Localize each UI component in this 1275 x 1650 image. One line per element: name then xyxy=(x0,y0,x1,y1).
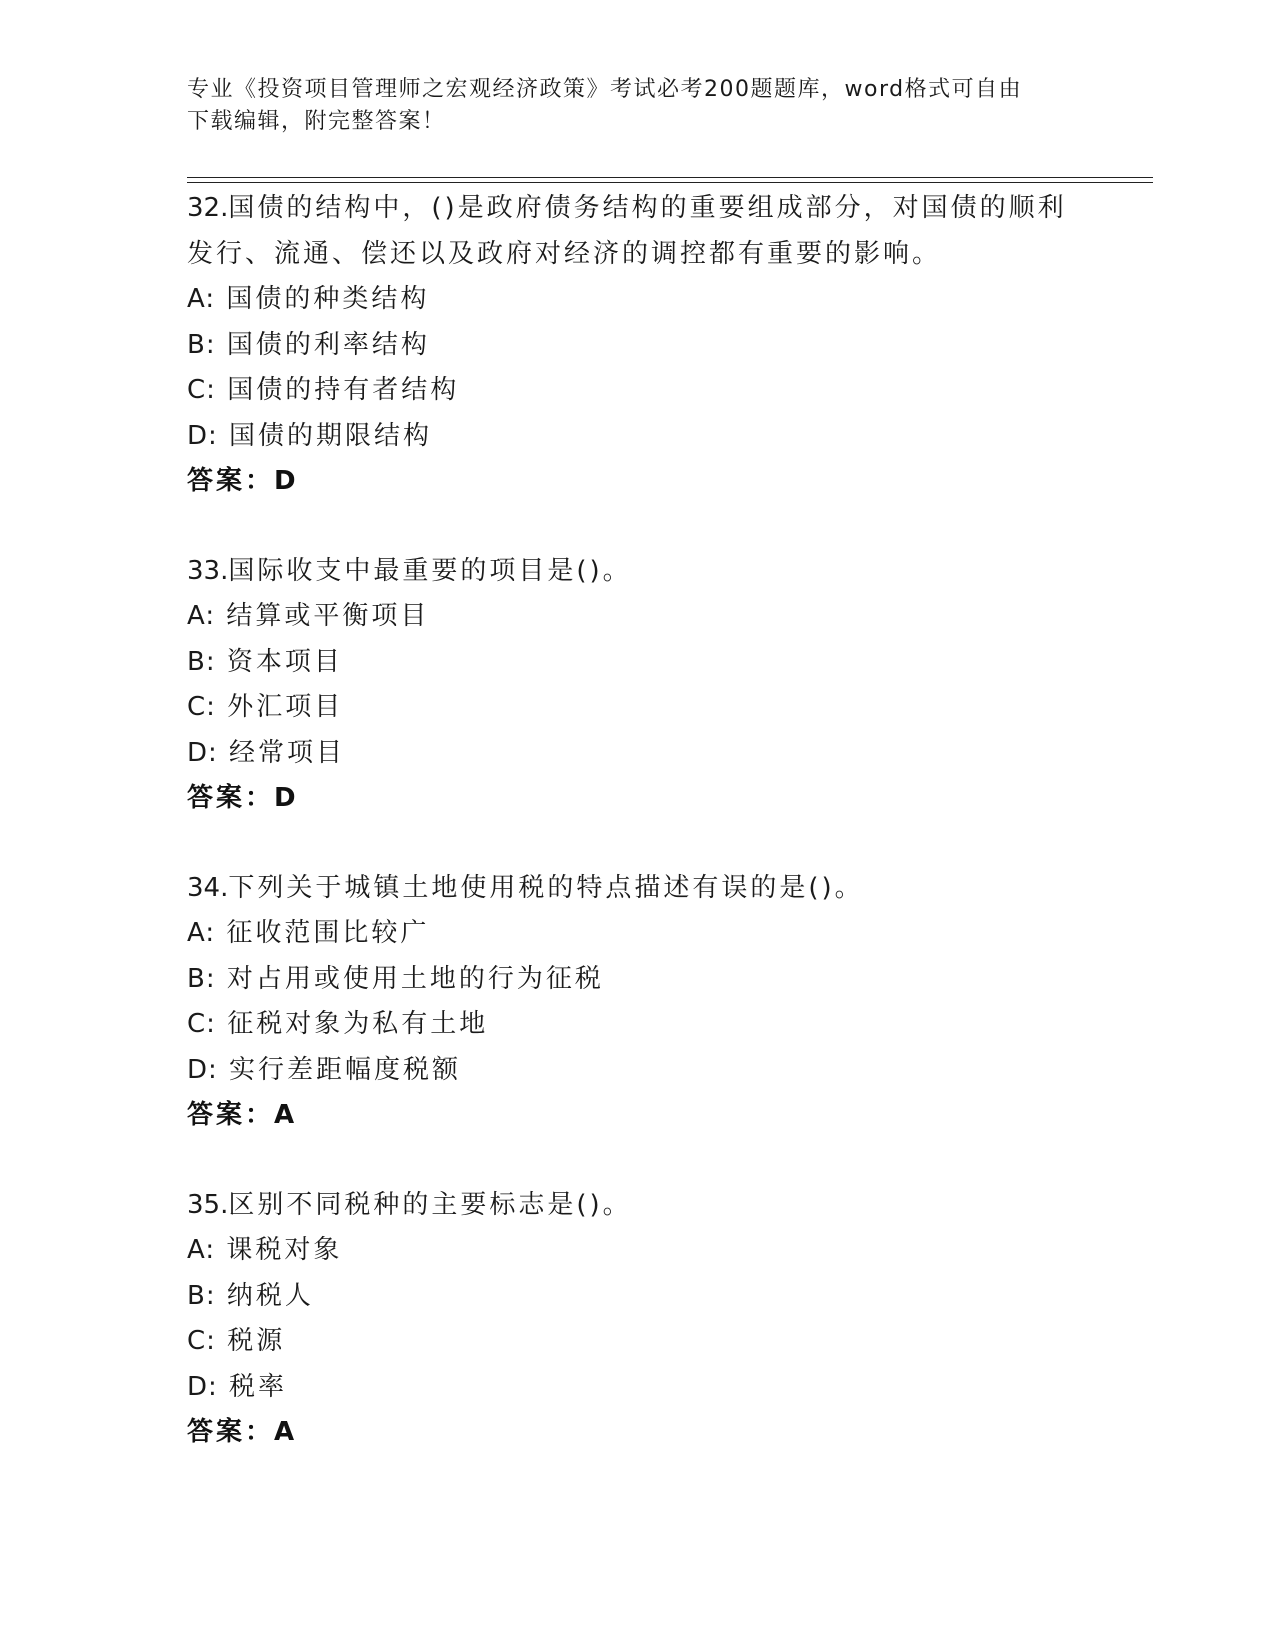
question-stem-text: 区别不同税种的主要标志是()。 xyxy=(228,1189,632,1220)
option-a xyxy=(187,594,1087,640)
option-c xyxy=(187,1319,1087,1365)
option-text: 实行差距幅度税额 xyxy=(229,1054,462,1085)
question-stem-line-2: 发行、流通、偿还以及政府对经济的调控都有重要的影响。 xyxy=(187,238,942,269)
option-text: 征税对象为私有土地 xyxy=(227,1009,489,1039)
option-text: 对占用或使用土地的行为征税 xyxy=(226,963,604,994)
option-text: 税率 xyxy=(229,1371,288,1402)
option-text: 国债的利率结构 xyxy=(226,329,430,360)
answer-line: 答案：A xyxy=(187,1417,298,1447)
option-key: D: xyxy=(187,420,218,451)
option-text: 外汇项目 xyxy=(227,692,344,722)
option-key: C: xyxy=(187,692,216,722)
option-key: C: xyxy=(187,1009,216,1039)
option-key: B: xyxy=(187,646,216,677)
option-text: 纳税人 xyxy=(226,1280,314,1311)
question-list xyxy=(187,186,1087,1500)
option-text: 国债的期限结构 xyxy=(229,420,433,451)
option-d xyxy=(187,1048,1087,1094)
question-number: 32. xyxy=(187,193,229,223)
option-key: D: xyxy=(187,737,218,768)
option-d xyxy=(187,731,1087,777)
option-text: 资本项目 xyxy=(226,646,343,677)
option-c xyxy=(187,368,1087,414)
answer-line: 答案：D xyxy=(187,466,299,496)
question-stem-text: 国际收支中最重要的项目是()。 xyxy=(228,555,632,586)
option-text: 结算或平衡项目 xyxy=(226,601,430,631)
option-b xyxy=(187,957,1087,1003)
option-b xyxy=(187,323,1087,369)
question-stem-line-1 xyxy=(187,549,1087,595)
question-stem-line-1 xyxy=(187,186,1087,232)
question-33 xyxy=(187,549,1087,822)
option-key: C: xyxy=(187,1326,216,1356)
answer-line: 答案：A xyxy=(187,1100,298,1130)
option-text: 经常项目 xyxy=(229,737,346,768)
header-line-2: 下载编辑，附完整答案！ xyxy=(187,109,446,134)
option-key: D: xyxy=(187,1054,218,1085)
option-key: B: xyxy=(187,329,216,360)
header-divider-top xyxy=(187,177,1153,178)
option-text: 国债的持有者结构 xyxy=(227,375,460,405)
option-key: A: xyxy=(187,1235,216,1265)
option-key: C: xyxy=(187,375,216,405)
question-35 xyxy=(187,1183,1087,1456)
option-text: 课税对象 xyxy=(226,1235,343,1265)
option-key: B: xyxy=(187,1280,216,1311)
option-text: 税源 xyxy=(227,1326,286,1356)
option-a xyxy=(187,277,1087,323)
option-key: B: xyxy=(187,963,216,994)
question-stem-text: 国债的结构中，()是政府债务结构的重要组成部分，对国债的顺利 xyxy=(228,193,1067,223)
option-key: A: xyxy=(187,918,216,948)
question-32 xyxy=(187,186,1087,505)
question-number: 34. xyxy=(187,872,229,903)
option-b xyxy=(187,1274,1087,1320)
question-number: 33. xyxy=(187,555,229,586)
option-a xyxy=(187,911,1087,957)
header-divider-bottom xyxy=(187,182,1153,183)
option-c xyxy=(187,685,1087,731)
option-key: D: xyxy=(187,1371,218,1402)
question-number: 35. xyxy=(187,1189,229,1220)
question-stem-line-1 xyxy=(187,866,1087,912)
option-d xyxy=(187,414,1087,460)
option-key: A: xyxy=(187,601,216,631)
option-text: 国债的种类结构 xyxy=(226,284,430,314)
option-key: A: xyxy=(187,284,216,314)
answer-line: 答案：D xyxy=(187,783,299,813)
question-stem-line-1 xyxy=(187,1183,1087,1229)
option-d xyxy=(187,1365,1087,1411)
option-a xyxy=(187,1228,1087,1274)
question-stem-text: 下列关于城镇土地使用税的特点描述有误的是()。 xyxy=(228,872,864,903)
option-b xyxy=(187,640,1087,686)
option-text: 征收范围比较广 xyxy=(226,918,430,948)
header-line-1: 专业《投资项目管理师之宏观经济政策》考试必考200题题库，word格式可自由 xyxy=(187,77,1023,102)
question-34 xyxy=(187,866,1087,1139)
document-header xyxy=(187,74,1067,138)
option-c xyxy=(187,1002,1087,1048)
